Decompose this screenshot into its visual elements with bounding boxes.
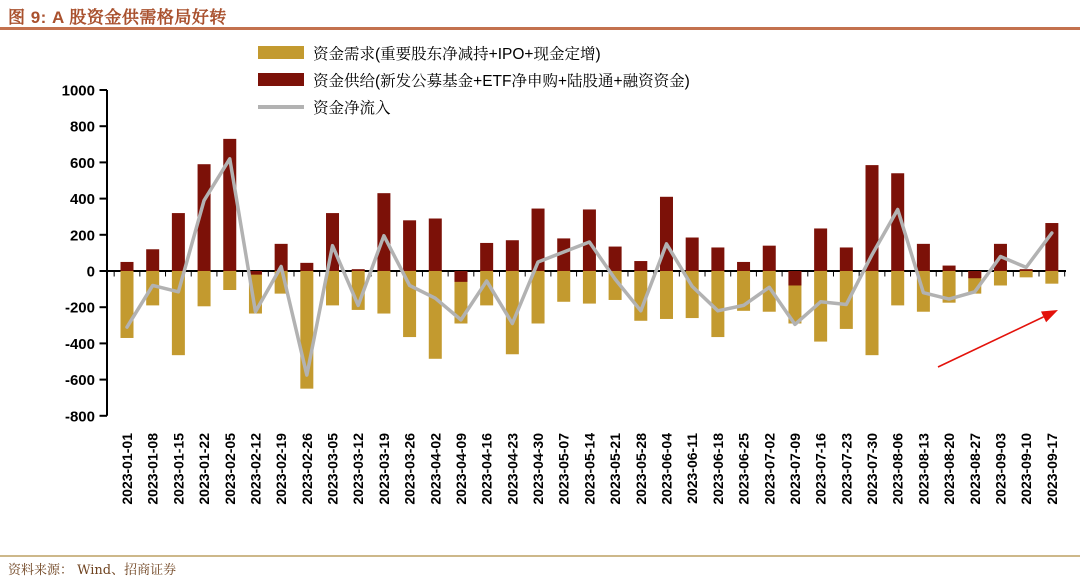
x-tick-label: 2023-01-01 bbox=[119, 433, 135, 505]
bar bbox=[968, 271, 981, 278]
figure-title: 图 9: A 股资金供需格局好转 bbox=[8, 8, 227, 27]
bar bbox=[583, 271, 596, 304]
legend-item-supply bbox=[258, 66, 690, 93]
x-tick-label: 2023-02-05 bbox=[221, 433, 238, 505]
bar bbox=[994, 271, 1007, 285]
bar bbox=[609, 247, 622, 271]
bar bbox=[814, 228, 827, 271]
bar bbox=[866, 271, 879, 355]
legend-swatch-netflow bbox=[258, 105, 304, 109]
trend-arrow-annotation bbox=[938, 310, 1058, 367]
x-tick-label: 2023-04-30 bbox=[530, 433, 547, 505]
y-axis bbox=[100, 90, 108, 416]
x-tick-label: 2023-05-14 bbox=[581, 433, 598, 505]
legend-swatch-supply bbox=[258, 73, 304, 86]
footer-divider bbox=[0, 555, 1080, 557]
bar bbox=[737, 262, 750, 271]
bar bbox=[198, 271, 211, 306]
x-tick-label: 2023-06-18 bbox=[709, 433, 726, 505]
bar bbox=[711, 271, 724, 337]
bar bbox=[506, 240, 519, 271]
x-tick-label: 2023-04-09 bbox=[452, 432, 469, 505]
legend-item-demand bbox=[258, 39, 690, 66]
y-tick-label: 1000 bbox=[61, 82, 95, 100]
x-tick-label: 2023-09-10 bbox=[1018, 433, 1035, 505]
x-tick-label: 2023-02-19 bbox=[273, 433, 290, 505]
source-note: 资料来源： Wind、招商证券 bbox=[8, 563, 177, 577]
bar bbox=[660, 271, 673, 319]
bar bbox=[943, 266, 956, 271]
y-tick-label: -600 bbox=[64, 372, 95, 390]
bar bbox=[121, 262, 134, 271]
bar bbox=[634, 261, 647, 271]
x-tick-label: 2023-03-05 bbox=[324, 433, 341, 505]
x-tick-label: 2023-09-03 bbox=[992, 432, 1009, 505]
bar bbox=[840, 271, 853, 329]
x-tick-label: 2023-07-30 bbox=[864, 433, 881, 505]
bar bbox=[1020, 269, 1033, 271]
bar bbox=[788, 271, 801, 285]
chart-legend bbox=[258, 39, 690, 120]
legend-label-netflow: 资金净流入 bbox=[313, 99, 391, 117]
bar bbox=[557, 271, 570, 302]
bar bbox=[583, 209, 596, 271]
demand-bars bbox=[121, 271, 1059, 389]
x-tick-label: 2023-03-12 bbox=[350, 433, 367, 505]
x-tick-label: 2023-05-28 bbox=[632, 433, 649, 505]
y-tick-label: -400 bbox=[64, 335, 95, 353]
x-tick-label: 2023-07-16 bbox=[812, 433, 829, 505]
bar bbox=[300, 263, 313, 271]
bar bbox=[146, 249, 159, 271]
x-tick-label: 2023-04-02 bbox=[427, 433, 444, 505]
bar bbox=[763, 246, 776, 271]
x-tick-label: 2023-06-04 bbox=[658, 433, 675, 505]
bar bbox=[377, 193, 390, 271]
legend-swatch-demand bbox=[258, 46, 304, 59]
y-tick-label: 200 bbox=[69, 227, 95, 245]
bar bbox=[223, 271, 236, 290]
y-tick-label: -200 bbox=[64, 299, 95, 317]
bar bbox=[172, 213, 185, 271]
bar bbox=[1045, 271, 1058, 284]
bar bbox=[352, 269, 365, 271]
x-tick-label: 2023-03-19 bbox=[375, 433, 392, 505]
x-tick-label: 2023-01-22 bbox=[196, 433, 213, 505]
y-tick-label: 400 bbox=[69, 191, 95, 209]
x-tick-label: 2023-08-20 bbox=[941, 433, 958, 505]
legend-label-demand: 资金需求(重要股东净减持+IPO+现金定增) bbox=[313, 45, 601, 63]
x-tick-label: 2023-09-17 bbox=[1043, 433, 1060, 505]
x-tick-label: 2023-08-13 bbox=[915, 433, 932, 505]
y-tick-labels bbox=[62, 83, 95, 426]
y-tick-label: 800 bbox=[69, 118, 95, 136]
x-tick-label: 2023-06-11 bbox=[684, 433, 701, 504]
x-tick-label: 2023-05-21 bbox=[607, 433, 624, 505]
x-tick-label: 2023-08-27 bbox=[966, 433, 983, 505]
x-tick-label: 2023-06-25 bbox=[735, 433, 752, 505]
y-tick-label: 0 bbox=[86, 263, 95, 281]
bar bbox=[891, 271, 904, 305]
x-tick-labels bbox=[119, 433, 1060, 505]
legend-item-netflow bbox=[258, 93, 690, 120]
x-tick-label: 2023-03-26 bbox=[401, 433, 418, 505]
x-tick-label: 2023-08-06 bbox=[889, 433, 906, 505]
x-tick-label: 2023-01-08 bbox=[144, 433, 161, 505]
legend-label-supply: 资金供给(新发公募基金+ETF净申购+陆股通+融资资金) bbox=[313, 72, 690, 90]
x-tick-label: 2023-02-26 bbox=[298, 433, 315, 505]
x-tick-label: 2023-07-02 bbox=[761, 433, 778, 505]
x-tick-label: 2023-01-15 bbox=[170, 433, 187, 505]
y-tick-label: -800 bbox=[64, 408, 95, 426]
bar bbox=[1045, 223, 1058, 271]
bar bbox=[480, 243, 493, 271]
x-tick-label: 2023-04-16 bbox=[478, 433, 495, 505]
bar bbox=[172, 271, 185, 355]
bar bbox=[917, 244, 930, 271]
y-tick-label: 600 bbox=[69, 154, 95, 172]
bar bbox=[429, 219, 442, 271]
bar bbox=[403, 220, 416, 271]
bar bbox=[711, 247, 724, 271]
bar bbox=[377, 271, 390, 314]
bar bbox=[840, 247, 853, 271]
bar bbox=[403, 271, 416, 337]
supply-bars bbox=[121, 139, 1059, 286]
bar bbox=[429, 271, 442, 359]
bar bbox=[454, 271, 467, 282]
x-tick-label: 2023-07-23 bbox=[838, 433, 855, 505]
x-tick-label: 2023-05-07 bbox=[555, 433, 572, 505]
bar bbox=[686, 238, 699, 271]
bar bbox=[532, 271, 545, 323]
x-tick-label: 2023-04-23 bbox=[504, 433, 521, 505]
bar bbox=[1020, 271, 1033, 277]
x-tick-label: 2023-02-12 bbox=[247, 433, 264, 505]
x-tick-label: 2023-07-09 bbox=[786, 433, 803, 505]
